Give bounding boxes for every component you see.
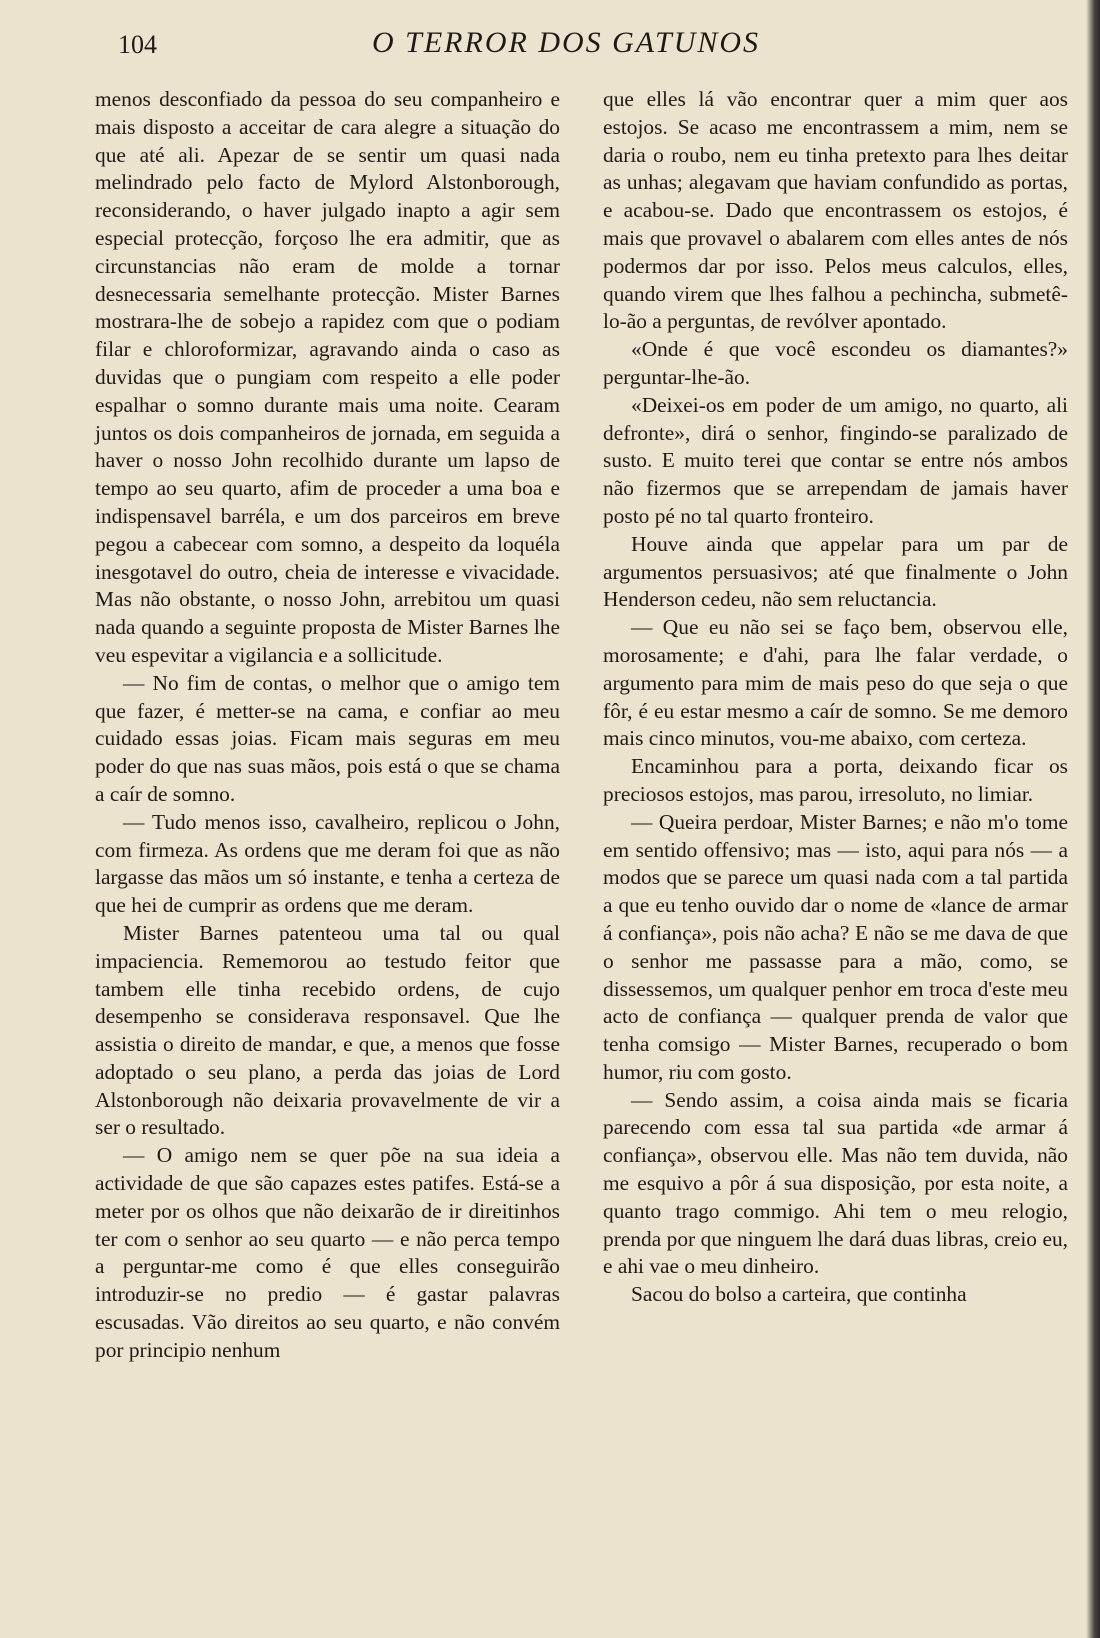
page-number: 104 (118, 30, 157, 59)
paragraph: — Sendo assim, a coisa ainda mais se ficaria parecendo com essa tal sua partida «de armar á confiança», observou elle. Mas não tem duvida, não me esquivo a pôr á sua disposição, por esta noite, a quanto trago commigo. Ahi tem o meu relogio, prenda por que ninguem lhe dará duas libras, creio eu, e ahi vae o meu dinheiro. (603, 1087, 1068, 1279)
paragraph: — Tudo menos isso, cavalheiro, replicou o John, com firmeza. As ordens que me deram foi que as não largasse das mãos um só instante, e tenha a certeza de que hei de cumprir as ordens que me deram. (95, 809, 560, 918)
right-column (603, 86, 1068, 1309)
page-edge-shadow (1086, 0, 1100, 1638)
paragraph: — Queira perdoar, Mister Barnes; e não m'o tome em sentido offensivo; mas — isto, aqui para nós — a modos que se parece um quasi nada com a tal partida a que eu tenho ouvido dar o nome de «lance de armar á confiança», pois não acha? E não se me dava de que o senhor me passasse para a mão, como, se dissessemos, um qualquer penhor em troca d'este meu acto de confiança — qualquer prenda de valor que tenha comsigo — Mister Barnes, recuperado o bom humor, riu com gosto. (603, 809, 1068, 1084)
paragraph: «Deixei-os em poder de um amigo, no quarto, ali defronte», dirá o senhor, fingindo-se paralizado de susto. E muito terei que contar se entre nós ambos não fizermos que se arrependam de jamais haver posto pé no tal quarto fronteiro. (603, 392, 1068, 528)
paragraph: menos desconfiado da pessoa do seu companheiro e mais disposto a acceitar de cara alegre a situação do que até ali. Apezar de se sentir um quasi nada melindrado pelo facto de Mylord Alstonborough, reconsiderando, o haver julgado inapto a agir sem especial protecção, forçoso lhe era admitir, que as circunstancias não eram de molde a tornar desnecessaria semelhante protecção. Mister Barnes mostrara-lhe de sobejo a rapidez com que o podiam filar e chloroformizar, agravando ainda o caso as duvidas que o pungiam com respeito a elle poder espalhar o somno durante mais uma noite. Cearam juntos os dois companheiros de jornada, em seguida a haver o nosso John recolhido durante um lapso de tempo ao seu quarto, afim de proceder a uma boa e indispensavel barréla, e um dos parceiros em breve pegou a cabecear com somno, a despeito da loquéla inesgotavel do outro, cheia de interesse e vivacidade. Mas não obstante, o nosso John, arrebitou um quasi nada quando a seguinte proposta de Mister Barnes lhe veu espevitar a vigilancia e a sollicitude. (95, 87, 560, 667)
paragraph: Houve ainda que appelar para um par de argumentos persuasivos; até que finalmente o John Henderson cedeu, não sem reluctancia. (603, 531, 1068, 612)
running-title: O TERROR DOS GATUNOS (372, 26, 761, 59)
paragraph: Sacou do bolso a carteira, que continha (631, 1282, 967, 1307)
paragraph: «Onde é que você escondeu os diamantes?» perguntar-lhe-ão. (603, 337, 1068, 389)
paragraph: Mister Barnes patenteou uma tal ou qual impaciencia. Rememorou ao testudo feitor que tambem elle tinha recebido ordens, de cujo desempenho se considerava responsavel. Que lhe assistia o direito de mandar, e que, a menos que fosse adoptado o seu plano, a perda das joias de Lord Alstonborough não deixaria provavelmente de vir a ser o resultado. (95, 920, 560, 1140)
running-header (118, 22, 1068, 70)
left-column (95, 86, 560, 1365)
paragraph: Encaminhou para a porta, deixando ficar os preciosos estojos, mas parou, irresoluto, no limiar. (603, 754, 1068, 806)
paragraph: — O amigo nem se quer põe na sua ideia a actividade de que são capazes estes patifes. Está-se a meter por os olhos que não deixarão de ir direitinhos ter com o senhor ao seu quarto — e não perca tempo a perguntar-me como é que elles conseguirão introduzir-se no predio — é gastar palavras escusadas. Vão direitos ao seu quarto, e não convém por principio nenhum (95, 1143, 560, 1362)
paragraph: — No fim de contas, o melhor que o amigo tem que fazer, é metter-se na cama, e confiar ao meu cuidado essas joias. Ficam mais seguras em meu poder do que nas suas mãos, pois está o que se chama a caír de somno. (95, 670, 560, 806)
paragraph: que elles lá vão encontrar quer a mim quer aos estojos. Se acaso me encontrassem a mim, nem se daria o roubo, nem eu tinha pretexto para lhes deitar as unhas; alegavam que haviam confundido as portas, e acabou-se. Dado que encontrassem os estojos, é mais que provavel o abalarem com elles antes de nós podermos dar por isso. Pelos meus calculos, elles, quando virem que lhes falhou a pechincha, submetê-lo-ão a perguntas, de revólver apontado. (603, 87, 1068, 334)
paragraph: — Que eu não sei se faço bem, observou elle, morosamente; e d'ahi, para lhe falar verdade, o argumento para mim de mais peso do que seja o que fôr, é eu estar mesmo a caír de somno. Se me demoro mais cinco minutos, vou-me abaixo, com certeza. (603, 615, 1068, 751)
